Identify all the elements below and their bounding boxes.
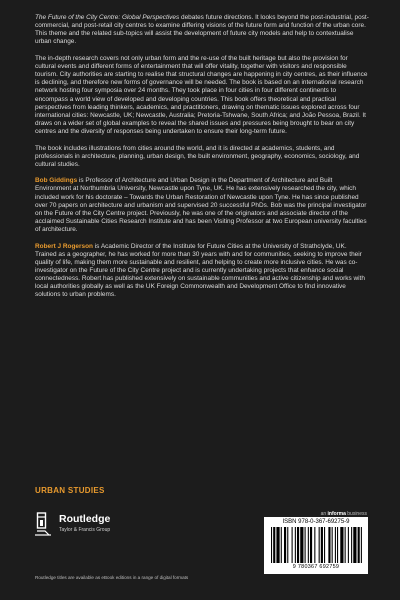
informa-prefix: an bbox=[320, 511, 328, 517]
publisher-subtitle: Taylor & Francis Group bbox=[59, 527, 111, 533]
author-name: Robert J Rogerson bbox=[35, 242, 93, 250]
book-title: The Future of the City Centre: Global Perspectives bbox=[35, 14, 180, 21]
intro-text: debates future directions. It looks beyond the post-industrial, post-commercial, and post-retail city centres to examine differing visions of the future form and function of the urban core. This theme and the related sub-topics will assist the development of future city models and help to contextualise urban change. bbox=[35, 14, 369, 46]
isbn-digits: 9 780367 692759 bbox=[292, 564, 340, 570]
publisher-name: Routledge bbox=[59, 513, 111, 525]
author-bio-giddings bbox=[35, 177, 369, 234]
ebook-note: Routledge titles are available as eBook editions in a range of digital formats bbox=[35, 575, 189, 580]
barcode-icon bbox=[271, 527, 363, 563]
author-bio-text: is Professor of Architecture and Urban Design in the Department of Architecture and Built Environment at Northumbria University, Newcastle upon Tyne, UK. He has extensively researched the city, which included work for his doctorate – Towards the Urban Restoration of Newcastle upon Tyne. He has since published over 70 papers on architecture and urbanism and supervised 20 successful PhDs. Bob was the principal investigator on the Future of the City Centre project. Previously, he was one of the originators and associate director of the acclaimed Sustainable Cities Research Institute and has been Visiting Professor at two European university faculties of architecture. bbox=[35, 177, 367, 234]
research-paragraph: The in-depth research covers not only urban form and the re-use of the built heritage but also the provision for cultural events and different forms of entertainment that will offer vitality, together with visitors and responsible tourism. City authorities are starting to realise that structural changes are happening in city centres, as their influence is declining, and therefore new forms of governance will be needed. The book is based on an international research network hosting four symposia over 24 months. They took place in four cities in four different continents to encompass a world view of developed and developing countries. This book offers theoretical and practical perspectives from leading thinkers, academics, and practitioners, drawing on thematic issues explored across four international cities: Newcastle, UK; Newcastle, Australia; Pretoria-Tshwane, South Africa; and João Pessoa, Brazil. It draws on a wider set of global examples to reveal the shared issues and pressures being brought to bear on city centres and the diversity of responses being undertaken to ensure their long-term future. bbox=[35, 54, 368, 136]
subject-category: URBAN STUDIES bbox=[35, 486, 105, 495]
author-bio-text: is Academic Director of the Institute for Future Cities at the University of Strathclyde, UK. Trained as a geographer, he has worked for more than 30 years with and for communities, seeking to improve their quality of life, making them more sustainable and resilient, and helping to create more inclusive cities. He was co-investigator on the Future of the City Centre project and is currently undertaking projects that enhance social connectedness. Robert has published extensively on sustainable communities and active citizenship and works with local authorities globally as well as the UK Foreign Commonwealth and Development Office to find innovative solutions to urban problems. bbox=[35, 242, 365, 299]
isbn-label: ISBN 978-0-367-69275-9 bbox=[282, 519, 350, 525]
routledge-logo-icon bbox=[35, 511, 55, 537]
author-name: Bob Giddings bbox=[35, 177, 78, 185]
informa-brand: informa bbox=[327, 511, 346, 517]
author-bio-rogerson bbox=[35, 243, 369, 300]
publisher-logo bbox=[35, 511, 135, 541]
blurb bbox=[35, 14, 369, 308]
informa-suffix: business bbox=[345, 511, 367, 517]
audience-paragraph: The book includes illustrations from cities around the world, and it is directed at academics, students, and professionals in architecture, planning, urban design, the built environment, geography, economics, sociology, and cultural studies. bbox=[35, 144, 360, 168]
isbn-barcode bbox=[264, 517, 368, 574]
intro-paragraph bbox=[35, 14, 369, 47]
